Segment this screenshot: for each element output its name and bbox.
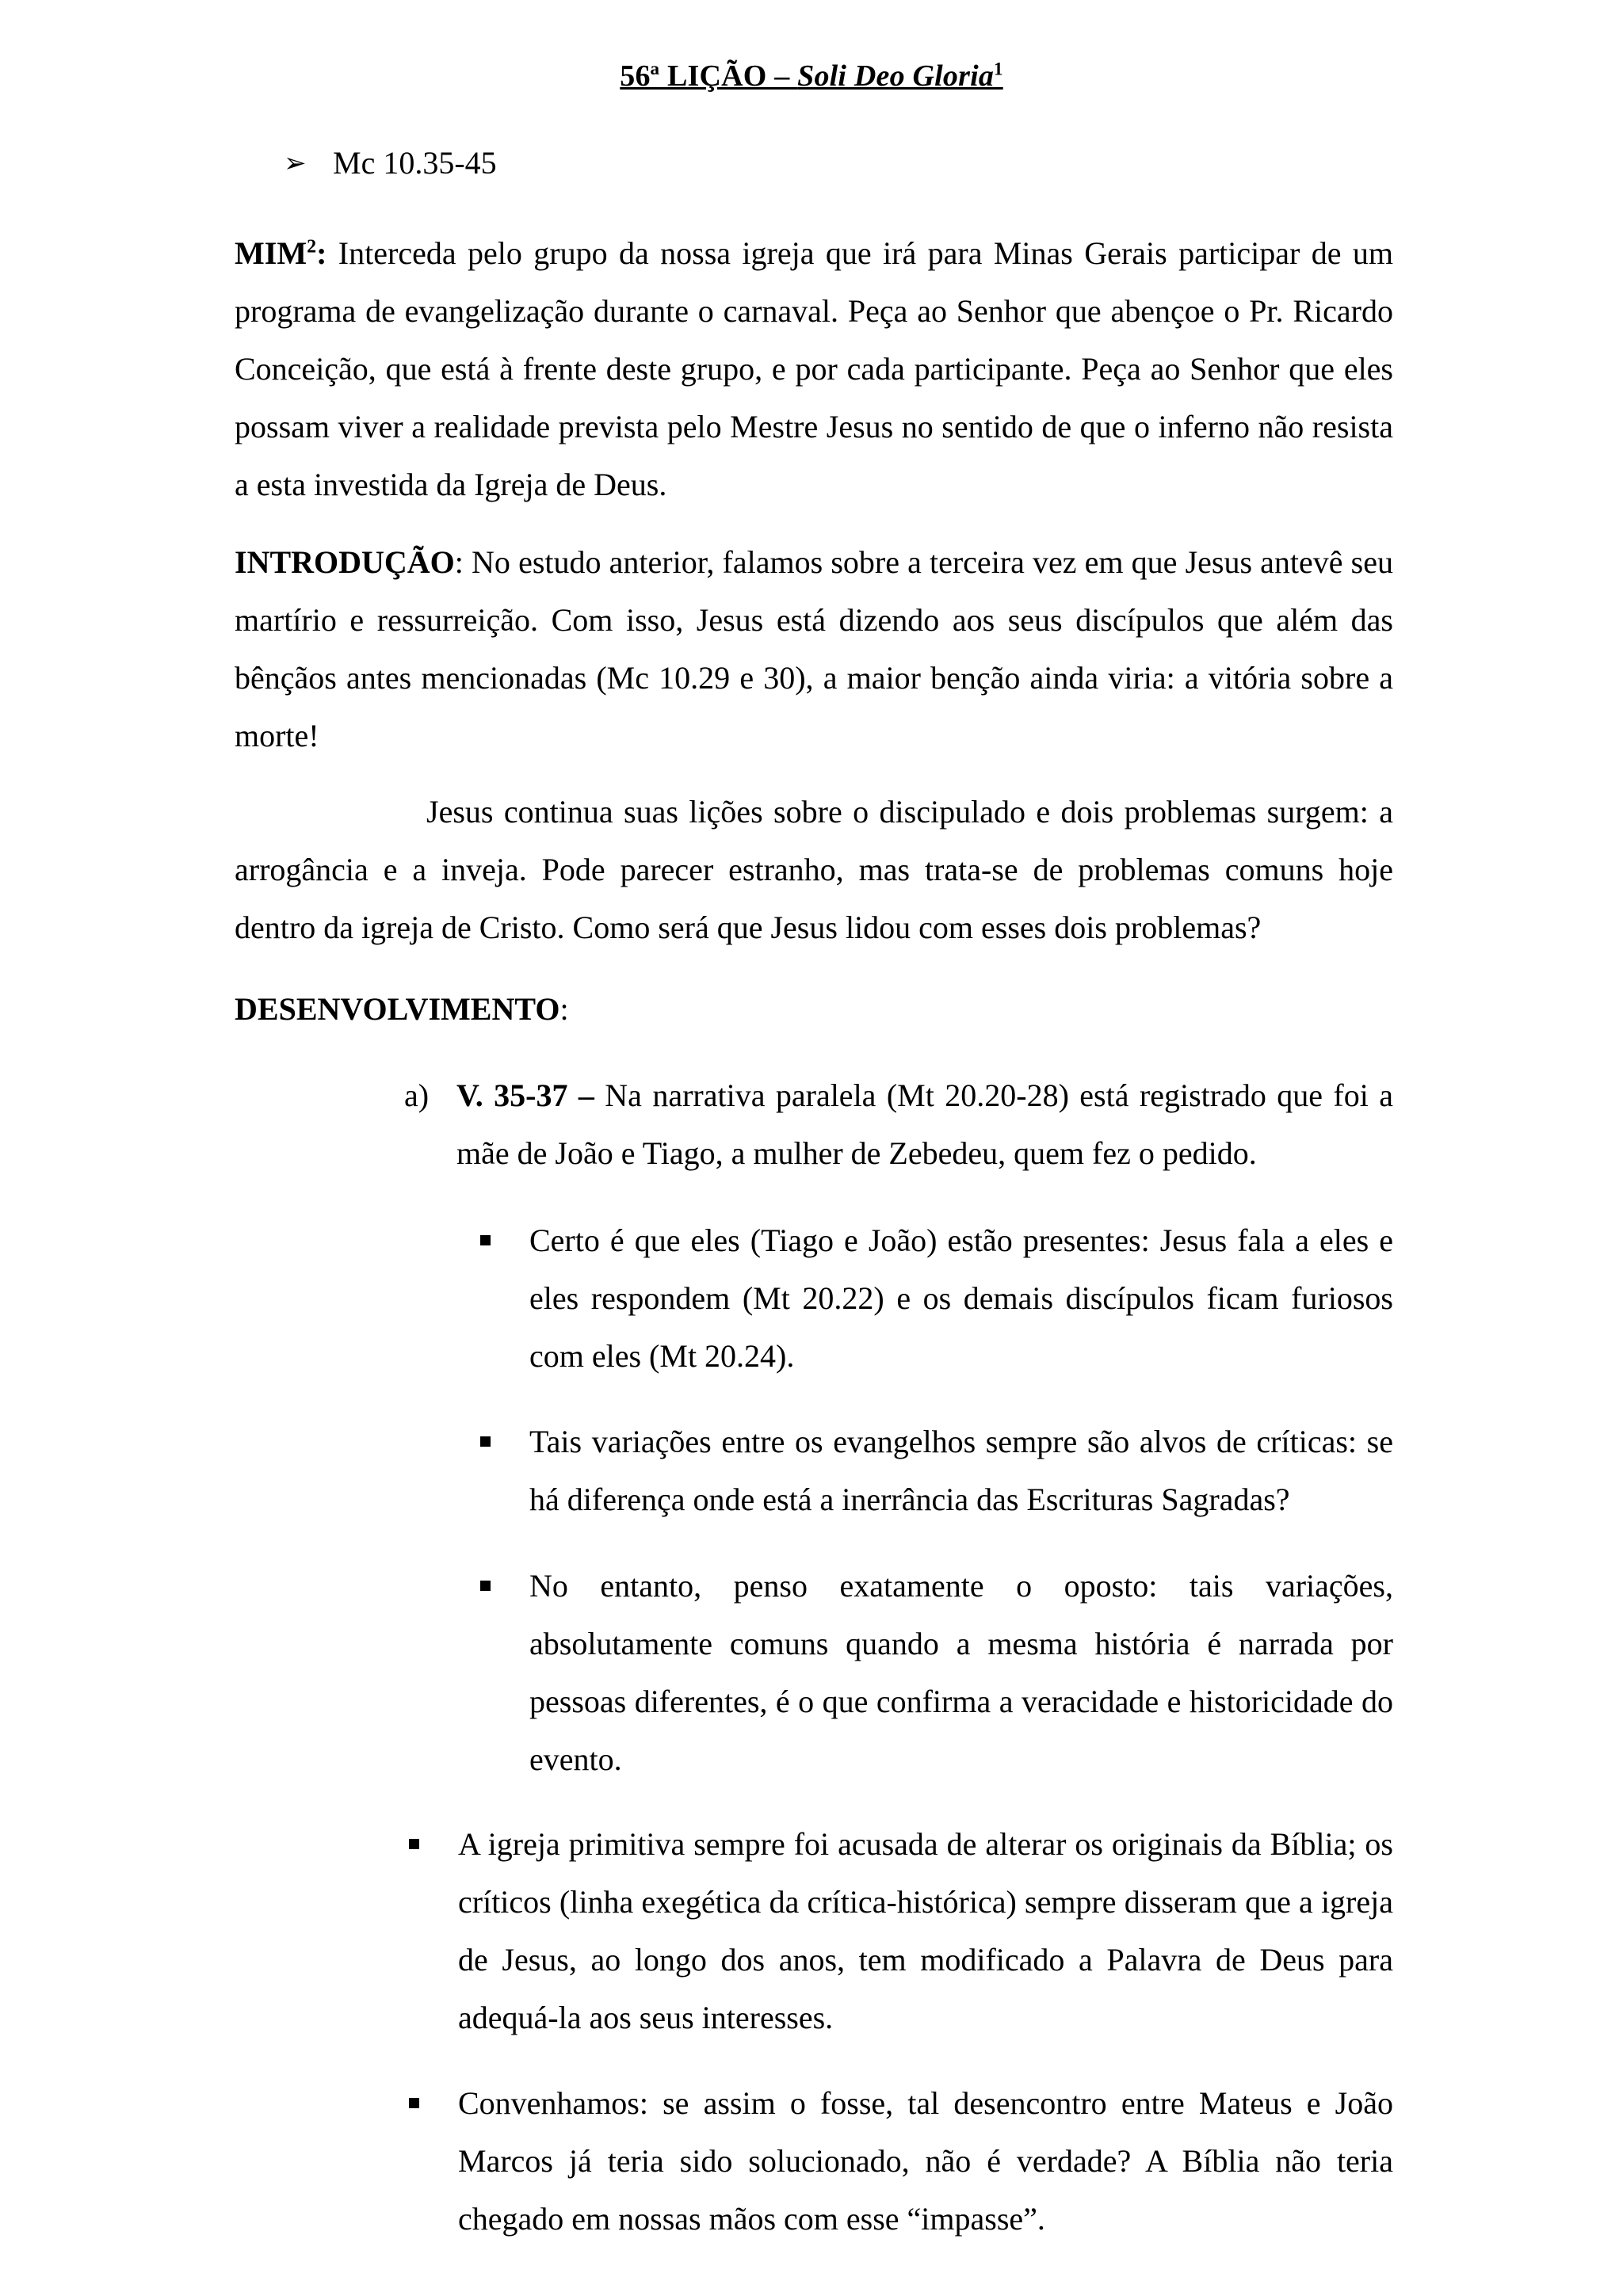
inner-bullet-text: Tais variações entre os evangelhos sempre são alvos de críticas: se há diferença onde está a inerrância das Escrituras Sagradas?: [529, 1424, 1393, 1517]
inner-bullet-text: No entanto, penso exatamente o oposto: tais variações, absolutamente comuns quando a mesma história é narrada por pessoas diferentes, é o que confirma a veracidade e historicidade do evento.: [529, 1568, 1393, 1777]
desenvolvimento-colon: :: [559, 991, 569, 1027]
inner-bullet-text: Certo é que eles (Tiago e João) estão presentes: Jesus fala a eles e eles respondem (Mt 20.22) e os demais discípulos ficam furiosos com eles (Mt 20.24).: [529, 1222, 1393, 1374]
introducao-paragraph: [235, 533, 1393, 765]
title-footnote-marker: 1: [994, 59, 1003, 79]
square-bullet-icon: [480, 1581, 491, 1591]
outer-bullet-text: Convenhamos: se assim o fosse, tal desencontro entre Mateus e João Marcos já teria sido solucionado, não é verdade? A Bíblia não teria chegado em nossas mãos com esse “impasse”.: [458, 2085, 1393, 2237]
outer-bullet-item: [409, 1815, 1393, 2046]
outer-bullet-item: [409, 2074, 1393, 2248]
outer-bullet-text: A igreja primitiva sempre foi acusada de alterar os originais da Bíblia; os críticos (linha exegética da crítica-histórica) sempre disseram que a igreja de Jesus, ao longo dos anos, tem modificado a Palavra de Deus para adequá-la aos seus interesses.: [458, 1826, 1393, 2035]
list-item-a-body: Na narrativa paralela (Mt 20.20-28) está registrado que foi a mãe de João e Tiago, a mulher de Zebedeu, quem fez o pedido.: [456, 1077, 1393, 1171]
mim-colon: :: [316, 235, 327, 271]
square-bullet-icon: [409, 1839, 419, 1849]
list-item-a-label: V. 35-37 –: [456, 1077, 594, 1113]
list-item-a: [404, 1066, 1393, 1182]
scripture-reference-text: Mc 10.35-45: [333, 145, 497, 181]
square-bullet-icon: [409, 2098, 419, 2108]
list-item-a-text: [456, 1066, 1393, 1182]
inner-bullet-item: [480, 1211, 1393, 1385]
desenvolvimento-label: DESENVOLVIMENTO: [235, 991, 560, 1027]
body-paragraph-text: Jesus continua suas lições sobre o discipulado e dois problemas surgem: a arrogância e a inveja. Pode parecer estranho, mas trata-se de problemas comuns hoje dentro da igreja de Cristo. Como será que Jesus lidou com esses dois problemas?: [235, 794, 1393, 945]
inner-bullet-item: [480, 1557, 1393, 1788]
body-paragraph: [235, 783, 1393, 956]
introducao-text: : No estudo anterior, falamos sobre a terceira vez em que Jesus antevê seu martírio e ressurreição. Com isso, Jesus está dizendo aos seus discípulos que além das bênçãos antes mencionadas (Mc 10.29 e 30), a maior benção ainda viria: a vitória sobre a morte!: [235, 544, 1393, 753]
square-bullet-icon: [480, 1436, 491, 1447]
introducao-label: INTRODUÇÃO: [235, 544, 455, 580]
list-item-a-marker: a): [404, 1077, 430, 1113]
mim-footnote-marker: 2: [307, 236, 317, 257]
arrow-right-icon: ➢: [284, 147, 307, 179]
scripture-reference: [284, 144, 497, 181]
desenvolvimento-heading: [235, 990, 569, 1028]
title-prefix: 56ª LIÇÃO –: [620, 59, 798, 93]
title-italic: Soli Deo Gloria: [797, 59, 995, 93]
mim-paragraph: [235, 224, 1393, 513]
mim-label: MIM: [235, 235, 307, 271]
inner-bullet-item: [480, 1413, 1393, 1528]
lesson-title: [0, 59, 1623, 93]
mim-text: Interceda pelo grupo da nossa igreja que irá para Minas Gerais participar de um programa de evangelização durante o carnaval. Peça ao Senhor que abençoe o Pr. Ricardo Conceição, que está à frente deste grupo, e por cada participante. Peça ao Senhor que eles possam viver a realidade prevista pelo Mestre Jesus no sentido de que o inferno não resista a esta investida da Igreja de Deus.: [235, 235, 1393, 502]
square-bullet-icon: [480, 1235, 491, 1245]
